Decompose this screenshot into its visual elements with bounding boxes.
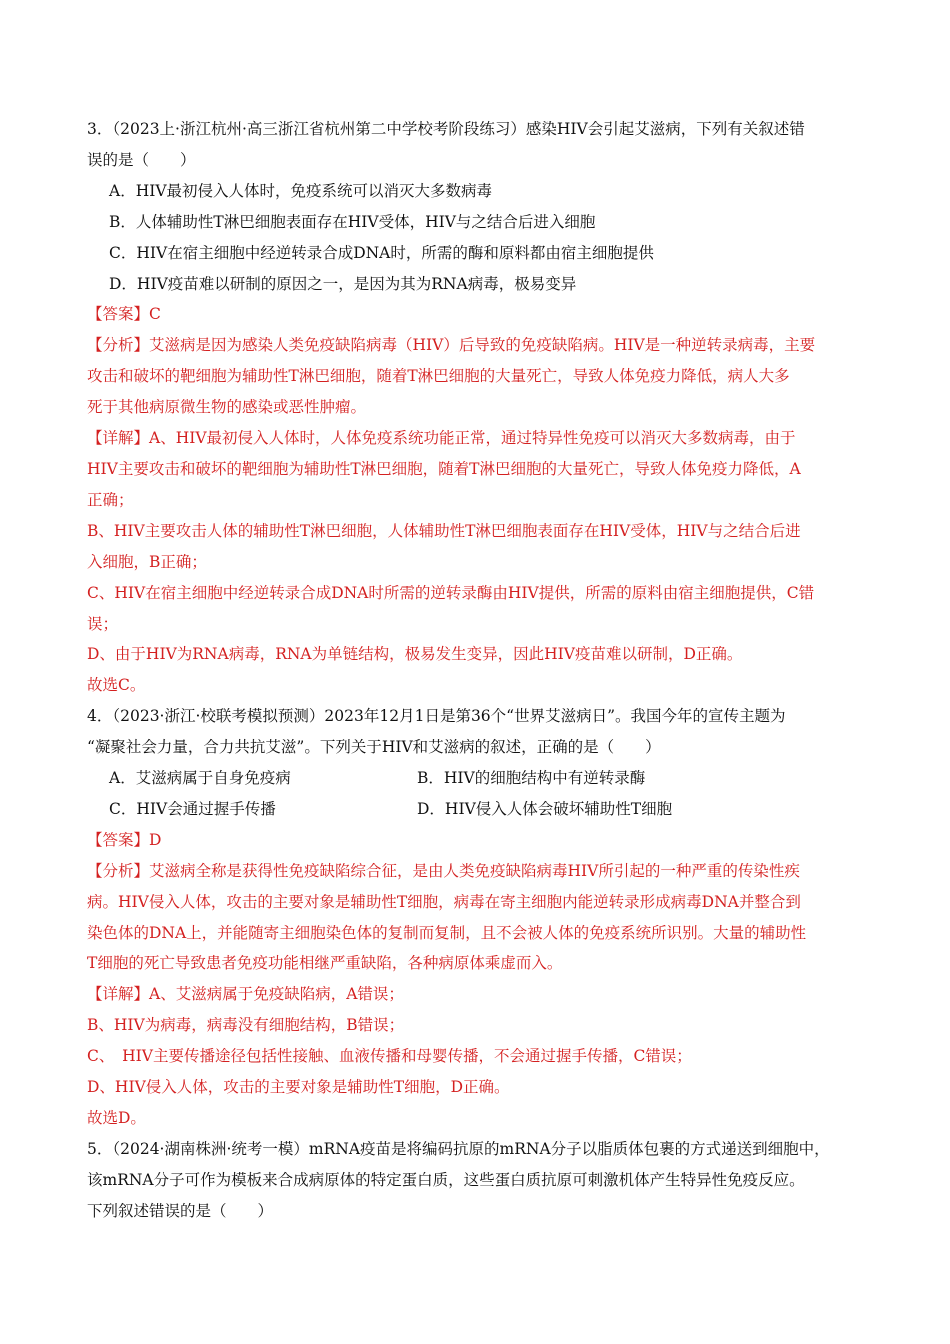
question-4-option-b: B．HIV的细胞结构中有逆转录酶 [417,769,646,788]
question-5-stem-line3: 下列叙述错误的是（ ） [87,1201,274,1220]
question-3-detail-line: C、HIV在宿主细胞中经逆转录合成DNA时所需的逆转录酶由HIV提供，所需的原料由宿主细胞提供，C错 [87,583,815,602]
question-4-option-d: D．HIV侵入人体会破坏辅助性T细胞 [417,799,673,818]
document-page [87,114,863,1227]
question-5-stem-line2: 该mRNA分子可作为模板来合成病原体的特定蛋白质，这些蛋白质抗原可刺激机体产生特异性免疫反应。 [87,1170,805,1189]
question-3-answer: 【答案】C [87,305,161,324]
question-4-analysis-line: 病。HIV侵入人体，攻击的主要对象是辅助性T细胞，病毒在寄主细胞内能逆转录形成病毒DNA并整合到 [87,892,801,911]
question-3 [87,114,863,701]
question-4-detail-line: D、HIV侵入人体，攻击的主要对象是辅助性T细胞，D正确。 [87,1078,510,1097]
question-3-detail-line: 误； [87,614,119,633]
question-4-options-row [87,763,863,794]
question-3-detail-line: B、HIV主要攻击人体的辅助性T淋巴细胞，人体辅助性T淋巴细胞表面存在HIV受体，HIV与之结合后进 [87,521,801,540]
question-4-stem-line1: 4．（2023·浙江·校联考模拟预测）2023年12月1日是第36个“世界艾滋病日”。我国今年的宣传主题为 [87,707,786,726]
question-4 [87,701,863,1134]
question-3-detail-line: D、由于HIV为RNA病毒，RNA为单链结构，极易发生变异，因此HIV疫苗难以研制，D正确。 [87,645,743,664]
question-3-stem-line1: 3．（2023上·浙江杭州·高三浙江省杭州第二中学校考阶段练习）感染HIV会引起艾滋病，下列有关叙述错 [87,120,805,138]
question-3-detail-line: 正确； [87,490,134,509]
question-3-detail-line: HIV主要攻击和破坏的靶细胞为辅助性T淋巴细胞，随着T淋巴细胞的大量死亡，导致人体免疫力降低，A [87,459,801,478]
question-3-conclusion: 故选C。 [87,676,146,695]
question-4-options-row [87,794,863,825]
question-5 [87,1134,863,1227]
question-4-option-a: A．艾滋病属于自身免疫病 [109,769,291,788]
question-4-conclusion: 故选D。 [87,1109,146,1127]
question-3-option-a: A．HIV最初侵入人体时，免疫系统可以消灭大多数病毒 [109,181,493,200]
question-4-detail-line: B、HIV为病毒，病毒没有细胞结构，B错误； [87,1016,405,1035]
question-3-detail-line: 【详解】A、HIV最初侵入人体时，人体免疫系统功能正常，通过特异性免疫可以消灭大多数病毒，由于 [87,429,796,448]
question-3-analysis-line: 死于其他病原微生物的感染或恶性肿瘤。 [87,398,367,417]
question-3-stem-line2: 误的是（ ） [87,150,196,169]
question-3-option-b: B．人体辅助性T淋巴细胞表面存在HIV受体，HIV与之结合后进入细胞 [109,212,596,231]
question-3-option-d: D．HIV疫苗难以研制的原因之一，是因为其为RNA病毒，极易变异 [109,274,577,293]
question-3-analysis-line: 【分析】艾滋病是因为感染人类免疫缺陷病毒（HIV）后导致的免疫缺陷病。HIV是一种逆转录病毒，主要 [87,336,816,355]
question-3-option-c: C．HIV在宿主细胞中经逆转录合成DNA时，所需的酶和原料都由宿主细胞提供 [109,243,654,262]
question-4-analysis-line: T细胞的死亡导致患者免疫功能相继严重缺陷，各种病原体乘虚而入。 [87,954,563,973]
question-4-analysis-line: 【分析】艾滋病全称是获得性免疫缺陷综合征，是由人类免疫缺陷病毒HIV所引起的一种严重的传染性疾 [87,861,800,880]
question-4-stem-line2: “凝聚社会力量，合力共抗艾滋”。下列关于HIV和艾滋病的叙述，正确的是（ ） [87,738,661,757]
question-4-analysis-line: 染色体的DNA上，并能随寄主细胞染色体的复制而复制，且不会被人体的免疫系统所识别。大量的辅助性 [87,923,807,942]
question-3-detail-line: 入细胞，B正确； [87,552,207,571]
question-5-stem-line1: 5．（2024·湖南株洲·统考一模）mRNA疫苗是将编码抗原的mRNA分子以脂质体包裹的方式递送到细胞中， [87,1139,830,1158]
question-4-answer: 【答案】D [87,830,162,849]
question-3-analysis-line: 攻击和破坏的靶细胞为辅助性T淋巴细胞，随着T淋巴细胞的大量死亡，导致人体免疫力降低，病人大多 [87,367,790,386]
question-4-detail-line: C、 HIV主要传播途径包括性接触、血液传播和母婴传播，不会通过握手传播，C错误； [87,1047,692,1066]
question-4-option-c: C．HIV会通过握手传播 [109,799,276,818]
question-4-detail-line: 【详解】A、艾滋病属于免疫缺陷病，A错误； [87,985,404,1004]
